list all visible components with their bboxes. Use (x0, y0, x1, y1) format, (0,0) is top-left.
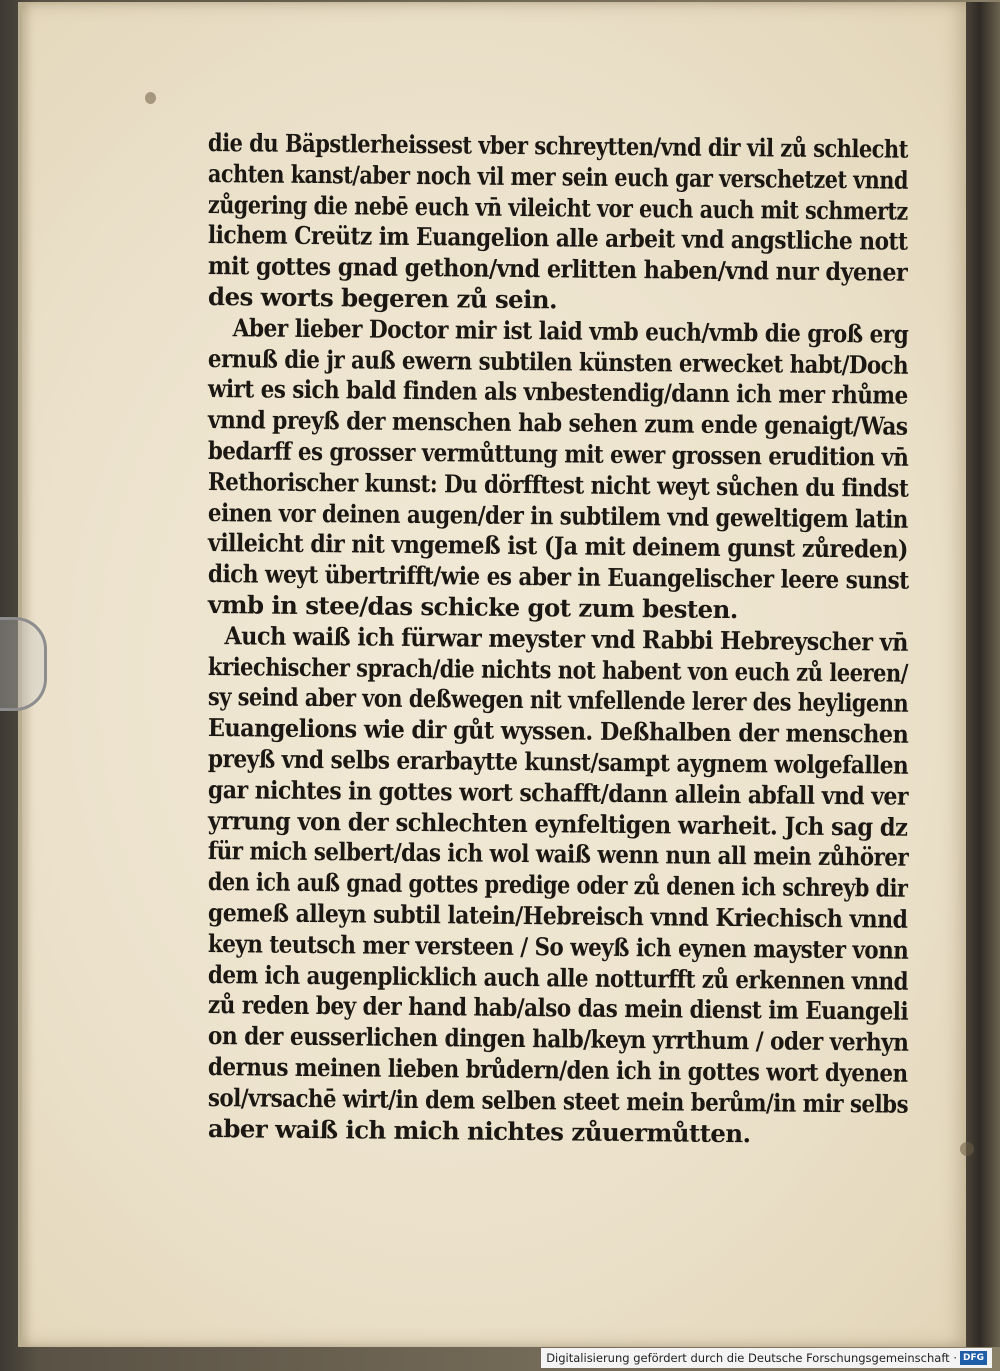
digitization-credit (541, 1348, 992, 1368)
text-line: den ich auß gnad gottes predige oder zů denen ich schreyb dir (207, 867, 908, 903)
text-line: wirt es sich bald finden als vnbestendig/dann ich mer rhůme (207, 374, 908, 411)
text-line: Auch waiß ich fürwar meyster vnd Rabbi Hebreyscher vn̄ (224, 620, 909, 657)
text-line: dich weyt übertrifft/wie es aber in Euangelischer leere sunst (207, 559, 909, 595)
text-line: sol/vrsachē wirt/in dem selben steet mein berům/in mir selbs (207, 1082, 909, 1119)
credit-text: Digitalisierung gefördert durch die Deutsche Forschungsgemeinschaft · (546, 1351, 957, 1365)
text-line: Rethorischer kunst: Du dörfftest nicht weyt sůchen du findst (207, 466, 909, 503)
text-line: ernuß die jr auß ewern subtilen künsten erwecket habt/Doch (207, 343, 909, 380)
text-line: die du Bäpstlerheissest vber schreytten/vnd dir vil zů schlecht (207, 128, 909, 164)
text-line: einen vor deinen augen/der in subtilem vnd geweltigem latin (207, 497, 908, 534)
text-line: zů reden bey der hand hab/also das mein dienst im Euangeli (207, 990, 909, 1027)
text-line: für mich selbert/das ich wol waiß wenn nun all mein zůhörer (207, 836, 909, 873)
text-line: on der eusserlichen dingen halb/keyn yrrthum / oder verhyn (207, 1021, 909, 1057)
text-line: sy seind aber von deßwegen nit vnfellende lerer des heyligenn (207, 682, 909, 719)
paper-stain (960, 1142, 974, 1156)
text-line: achten kanst/aber noch vil mer sein euch gar verschetzet vnnd (207, 158, 909, 195)
text-line: zůgering die nebē euch vn̄ vileicht vor euch auch mit schmertz (207, 189, 908, 226)
text-line: aber waiß ich mich nichtes zůuermůtten. (207, 1113, 751, 1148)
text-line: keyn teutsch mer versteen / So weyß ich eynen mayster vonn (207, 928, 909, 965)
text-line: villeicht dir nit vngemeß ist (Ja mit deinem gunst zůreden) (207, 528, 908, 565)
page-clip (0, 617, 47, 711)
paper-stain (145, 92, 156, 104)
dfg-logo: DFG (960, 1351, 987, 1365)
text-line: vnnd preyß der menschen hab sehen zum ende genaigt/Was (207, 405, 908, 441)
text-line: vmb in stee/das schicke got zum besten. (207, 589, 738, 625)
page-text (207, 128, 909, 1148)
text-line: dernus meinen lieben brůdern/den ich in gottes wort dyenen (207, 1051, 908, 1088)
text-line: preyß vnd selbs erarbaytte kunst/sampt aygnem wolgefallen (207, 743, 909, 780)
text-line: lichem Creütz im Euangelion alle arbeit vnd angstliche nott (207, 220, 908, 257)
text-line: yrrung von der schlechten eynfeltigen warheit. Jch sag dz (207, 805, 908, 842)
text-line: des worts begeren zů sein. (207, 281, 558, 315)
text-line: mit gottes gnad gethon/vnd erlitten haben/vnd nur dyener (207, 251, 908, 287)
text-line: gar nichtes in gottes wort schafft/dann allein abfall vnd ver (207, 774, 909, 811)
text-line: Aber lieber Doctor mir ist laid vmb euch/vmb die groß erg (232, 313, 909, 349)
text-line: kriechischer sprach/die nichts not habent von euch zů leeren/ (207, 651, 909, 688)
text-line: bedarff es grosser vermůttung mit ewer grossen erudition vn̄ (207, 435, 909, 472)
text-line: Euangelions wie dir gůt wyssen. Deßhalben der menschen (207, 713, 909, 749)
text-line: gemeß alleyn subtil latein/Hebreisch vnnd Kriechisch vnnd (207, 897, 908, 934)
text-line: dem ich augenplicklich auch alle notturfft zů erkennen vnnd (207, 959, 909, 996)
